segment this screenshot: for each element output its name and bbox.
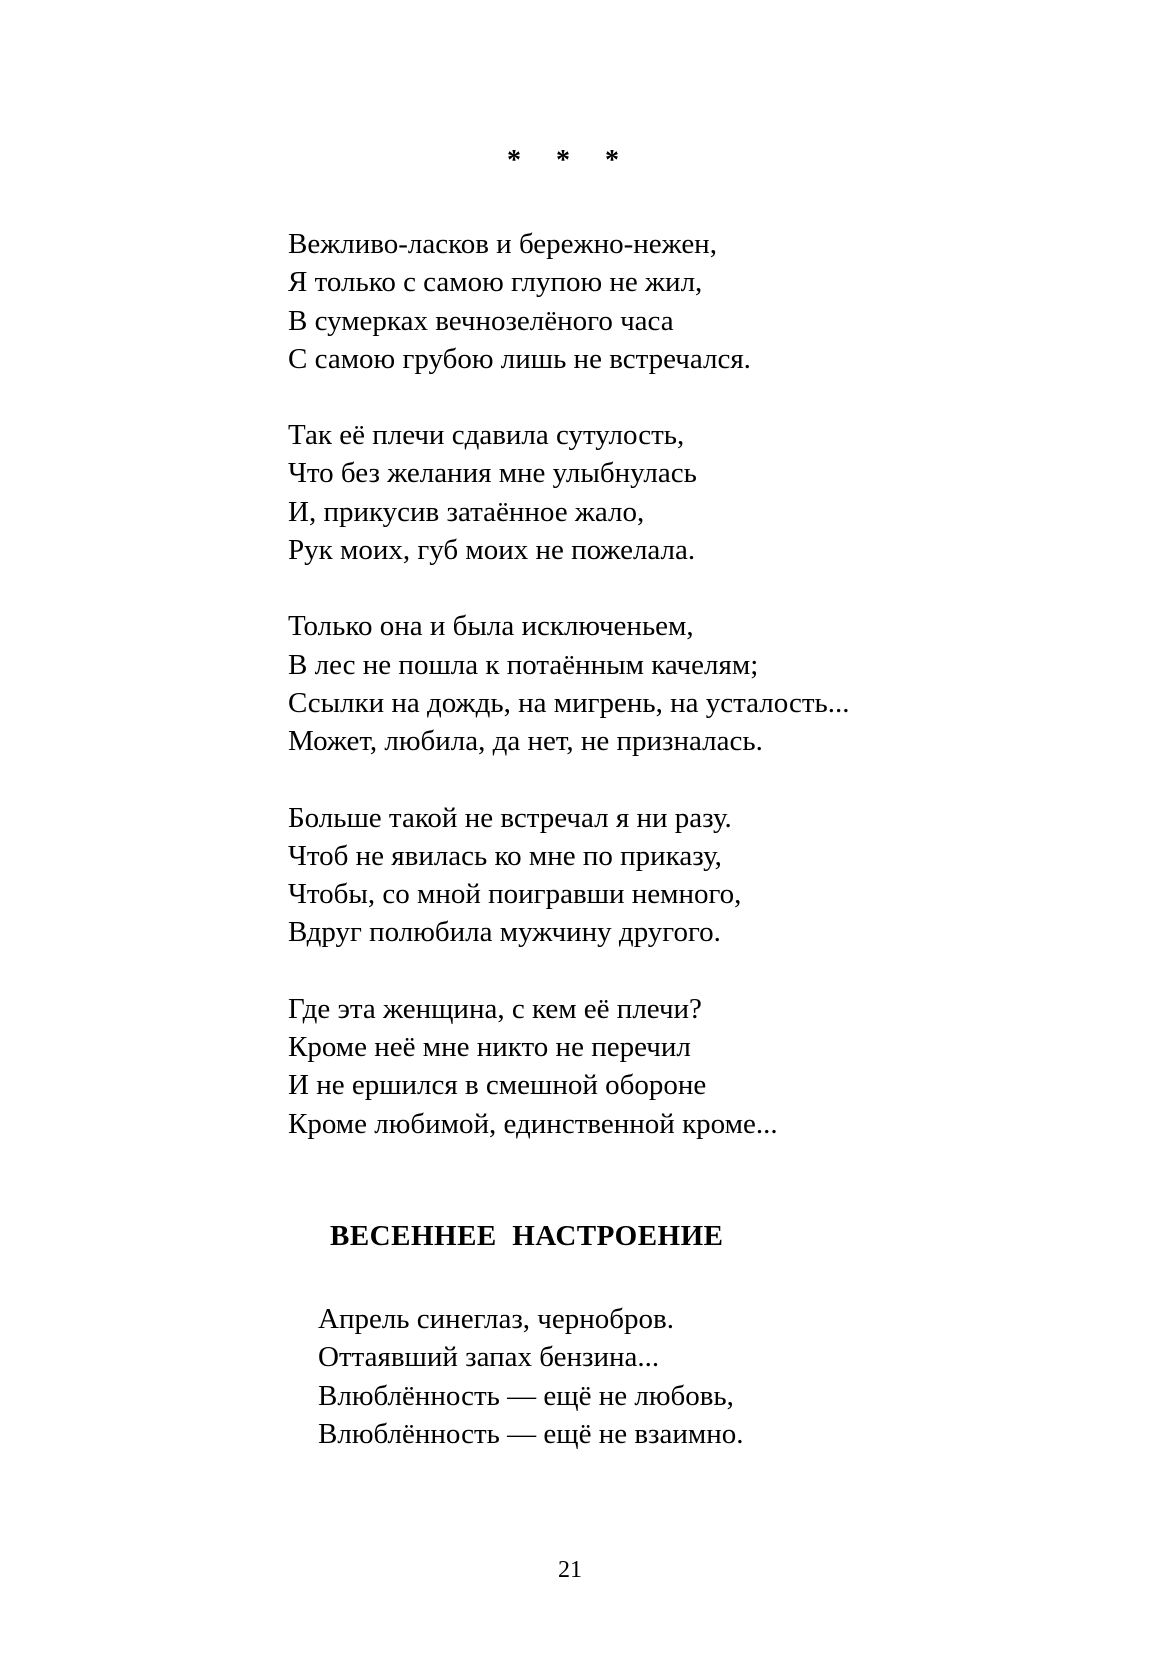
poem-line: Вежливо-ласков и бережно-нежен,	[288, 228, 717, 260]
stanza-1	[288, 225, 849, 378]
poem-line: И, прикусив затаённое жало,	[288, 495, 645, 528]
page-number: 21	[558, 1557, 582, 1583]
poem-line: Апрель синеглаз, чернобров.	[318, 1303, 674, 1335]
stanza-2	[288, 416, 849, 569]
stanza-1	[318, 1300, 744, 1453]
poem-line: Рук моих, губ моих не пожелала.	[288, 534, 696, 567]
stanza-3	[288, 607, 849, 760]
poem-line: Чтоб не явилась ко мне по приказу,	[288, 839, 722, 872]
poem-line: Может, любила, да нет, не призналась.	[288, 725, 763, 758]
stanza-4	[288, 799, 849, 952]
poem-line: Кроме неё мне никто не перечил	[288, 1031, 691, 1064]
poem-line: С самою грубою лишь не встречался.	[288, 342, 751, 375]
poem-line: И не ершился в смешной обороне	[288, 1069, 707, 1102]
poem-line: Только она и была исключеньем,	[288, 610, 694, 643]
poem-line: Так её плечи сдавила сутулость,	[288, 419, 685, 452]
poem-line: Влюблённость — ещё не взаимно.	[318, 1417, 744, 1450]
poem-line: Я только с самою глупою не жил,	[288, 266, 703, 299]
poem-line: Влюблённость — ещё не любовь,	[318, 1379, 734, 1412]
poem-line: Кроме любимой, единственной кроме...	[288, 1107, 778, 1140]
poem-spring-mood	[318, 1300, 744, 1491]
poem-line: Больше такой не встречал я ни разу.	[288, 801, 732, 834]
poem-line: Чтобы, со мной поигравши немного,	[288, 878, 742, 911]
poem-line: В лес не пошла к потаённым качелям;	[288, 648, 759, 681]
stanza-5	[288, 990, 849, 1143]
poem-line: Ссылки на дождь, на мигрень, на усталость...	[288, 686, 850, 719]
poem-line: В сумерках вечнозелёного часа	[288, 304, 674, 337]
poem-line: Что без желания мне улыбнулась	[288, 457, 697, 490]
poem-line: Где эта женщина, с кем её плечи?	[288, 992, 702, 1025]
poem-title: ВЕСЕННЕЕ НАСТРОЕНИЕ	[330, 1220, 724, 1252]
poem-line: Вдруг полюбила мужчину другого.	[288, 916, 721, 949]
poem-line: Оттаявший запах бензина...	[318, 1341, 660, 1374]
stanza-separator: * * *	[507, 145, 633, 176]
poem-untitled	[288, 225, 849, 1181]
